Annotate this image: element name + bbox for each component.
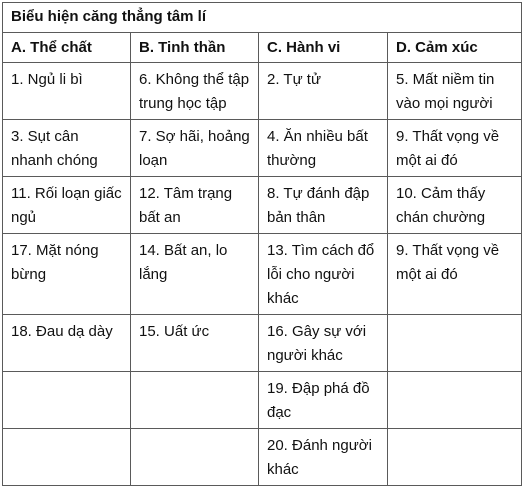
- table-row: [3, 120, 522, 177]
- table-cell: 9. Thất vọng về một ai đó: [388, 234, 522, 315]
- table-cell: 8. Tự đánh đập bản thân: [259, 177, 388, 234]
- table-cell: [388, 372, 522, 429]
- table-row: [3, 177, 522, 234]
- table-row: [3, 315, 522, 372]
- table-cell: 19. Đập phá đồ đạc: [259, 372, 388, 429]
- table-cell: 16. Gây sự với người khác: [259, 315, 388, 372]
- table-title-row: [3, 3, 522, 33]
- table-cell: 20. Đánh người khác: [259, 429, 388, 486]
- column-header-physical: A. Thể chất: [3, 33, 131, 63]
- column-header-behavior: C. Hành vi: [259, 33, 388, 63]
- column-header-emotion: D. Cảm xúc: [388, 33, 522, 63]
- table-cell: 15. Uất ức: [131, 315, 259, 372]
- table-cell: 1. Ngủ li bì: [3, 63, 131, 120]
- column-header-mental: B. Tinh thần: [131, 33, 259, 63]
- table-cell: 12. Tâm trạng bất an: [131, 177, 259, 234]
- table-row: [3, 63, 522, 120]
- table-title: Biểu hiện căng thẳng tâm lí: [3, 3, 522, 33]
- table-cell: [131, 372, 259, 429]
- table-cell: [388, 315, 522, 372]
- table-cell: 17. Mặt nóng bừng: [3, 234, 131, 315]
- table-cell: 18. Đau dạ dày: [3, 315, 131, 372]
- table-cell: 14. Bất an, lo lắng: [131, 234, 259, 315]
- stress-symptoms-table: [2, 2, 522, 486]
- table-cell: 5. Mất niềm tin vào mọi người: [388, 63, 522, 120]
- table-cell: 3. Sụt cân nhanh chóng: [3, 120, 131, 177]
- table-row: [3, 234, 522, 315]
- table-cell: 6. Không thể tập trung học tập: [131, 63, 259, 120]
- table-row: [3, 372, 522, 429]
- table-cell: 2. Tự tử: [259, 63, 388, 120]
- table-cell: 13. Tìm cách đổ lỗi cho người khác: [259, 234, 388, 315]
- table-cell: [131, 429, 259, 486]
- table-cell: 9. Thất vọng về một ai đó: [388, 120, 522, 177]
- table-cell: [388, 429, 522, 486]
- table-header-row: [3, 33, 522, 63]
- table-cell: 7. Sợ hãi, hoảng loạn: [131, 120, 259, 177]
- table-container: [2, 2, 522, 486]
- table-cell: [3, 372, 131, 429]
- table-cell: 4. Ăn nhiều bất thường: [259, 120, 388, 177]
- table-cell: 10. Cảm thấy chán chường: [388, 177, 522, 234]
- table-cell: 11. Rối loạn giấc ngủ: [3, 177, 131, 234]
- table-cell: [3, 429, 131, 486]
- table-row: [3, 429, 522, 486]
